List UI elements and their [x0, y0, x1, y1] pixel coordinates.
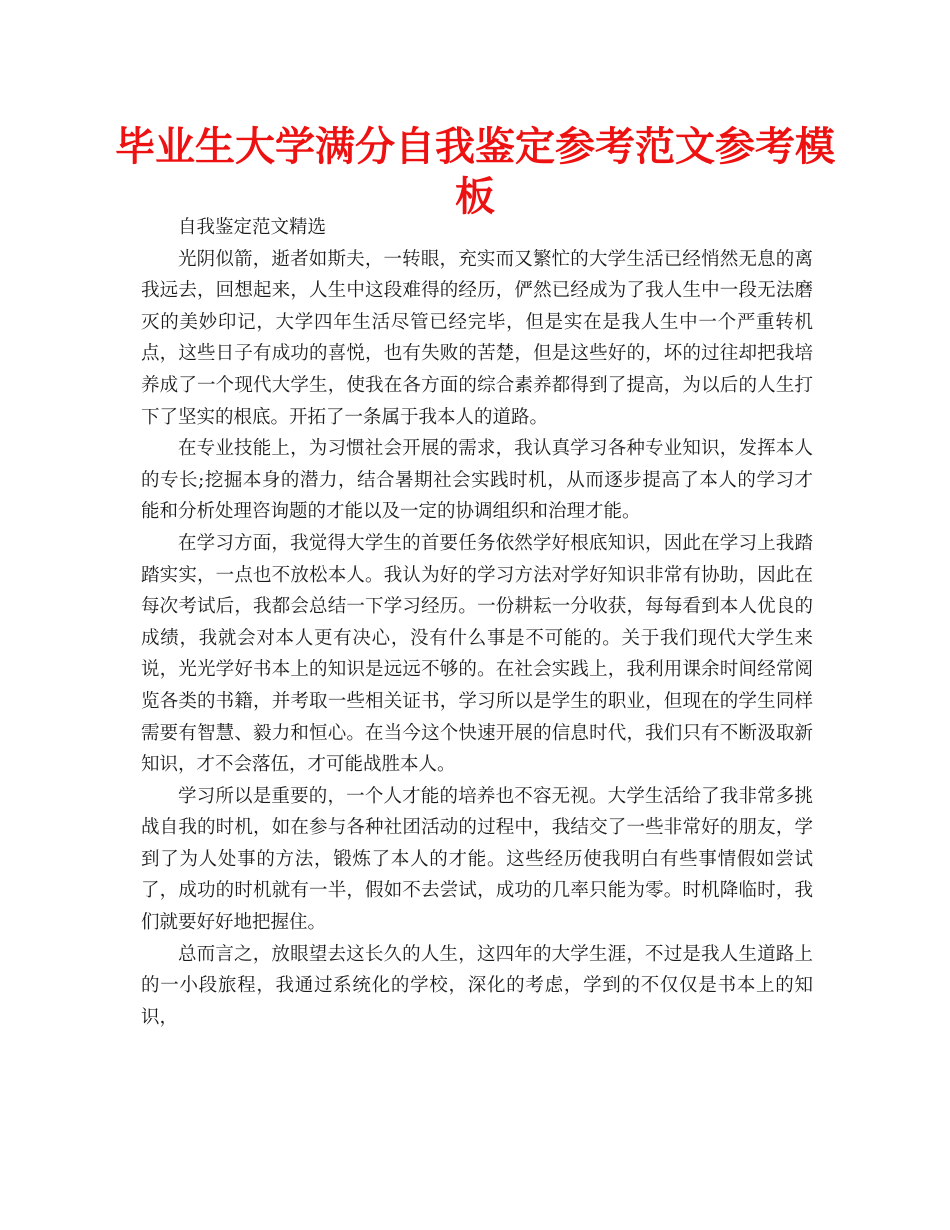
document-body: [141, 212, 813, 1033]
paragraph: 在专业技能上，为习惯社会开展的需求，我认真学习各种专业知识，发挥本人的专长;挖掘本身的潜力，结合暑期社会实践时机，从而逐步提高了本人的学习才能和分析处理咨询题的才能以及一定的协调组织和治理才能。: [141, 438, 813, 523]
paragraph: 光阴似箭，逝者如斯夫，一转眼，充实而又繁忙的大学生活已经悄然无息的离我远去，回想起来，人生中这段难得的经历，俨然已经成为了我人生中一段无法磨灭的美妙印记，大学四年生活尽管已经完毕，但是实在是我人生中一个严重转机点，这些日子有成功的喜悦，也有失败的苦楚，但是这些好的，坏的过往却把我培养成了一个现代大学生，使我在各方面的综合素养都得到了提高，为以后的人生打下了坚实的根底。开拓了一条属于我本人的道路。: [141, 248, 813, 428]
paragraph: 总而言之，放眼望去这长久的人生，这四年的大学生涯，不过是我人生道路上的一小段旅程，我通过系统化的学校，深化的考虑，学到的不仅仅是书本上的知识，: [141, 943, 813, 1028]
document-title: 毕业生大学满分自我鉴定参考范文参考模板: [115, 124, 835, 220]
document-subtitle: 自我鉴定范文精选: [178, 217, 327, 238]
paragraph: 学习所以是重要的，一个人才能的培养也不容无视。大学生活给了我非常多挑战自我的时机，如在参与各种社团活动的过程中，我结交了一些非常好的朋友，学到了为人处事的方法，锻炼了本人的才能。这些经历使我明白有些事情假如尝试了，成功的时机就有一半，假如不去尝试，成功的几率只能为零。时机降临时，我们就要好好地把握住。: [141, 785, 813, 934]
paragraph: 在学习方面，我觉得大学生的首要任务依然学好根底知识，因此在学习上我踏踏实实，一点也不放松本人。我认为好的学习方法对学好知识非常有协助，因此在每次考试后，我都会总结一下学习经历。一份耕耘一分收获，每每看到本人优良的成绩，我就会对本人更有决心，没有什么事是不可能的。关于我们现代大学生来说，光光学好书本上的知识是远远不够的。在社会实践上，我利用课余时间经常阅览各类的书籍，并考取一些相关证书，学习所以是学生的职业，但现在的学生同样需要有智慧、毅力和恒心。在当今这个快速开展的信息时代，我们只有不断汲取新知识，才不会落伍，才可能战胜本人。: [141, 532, 813, 776]
